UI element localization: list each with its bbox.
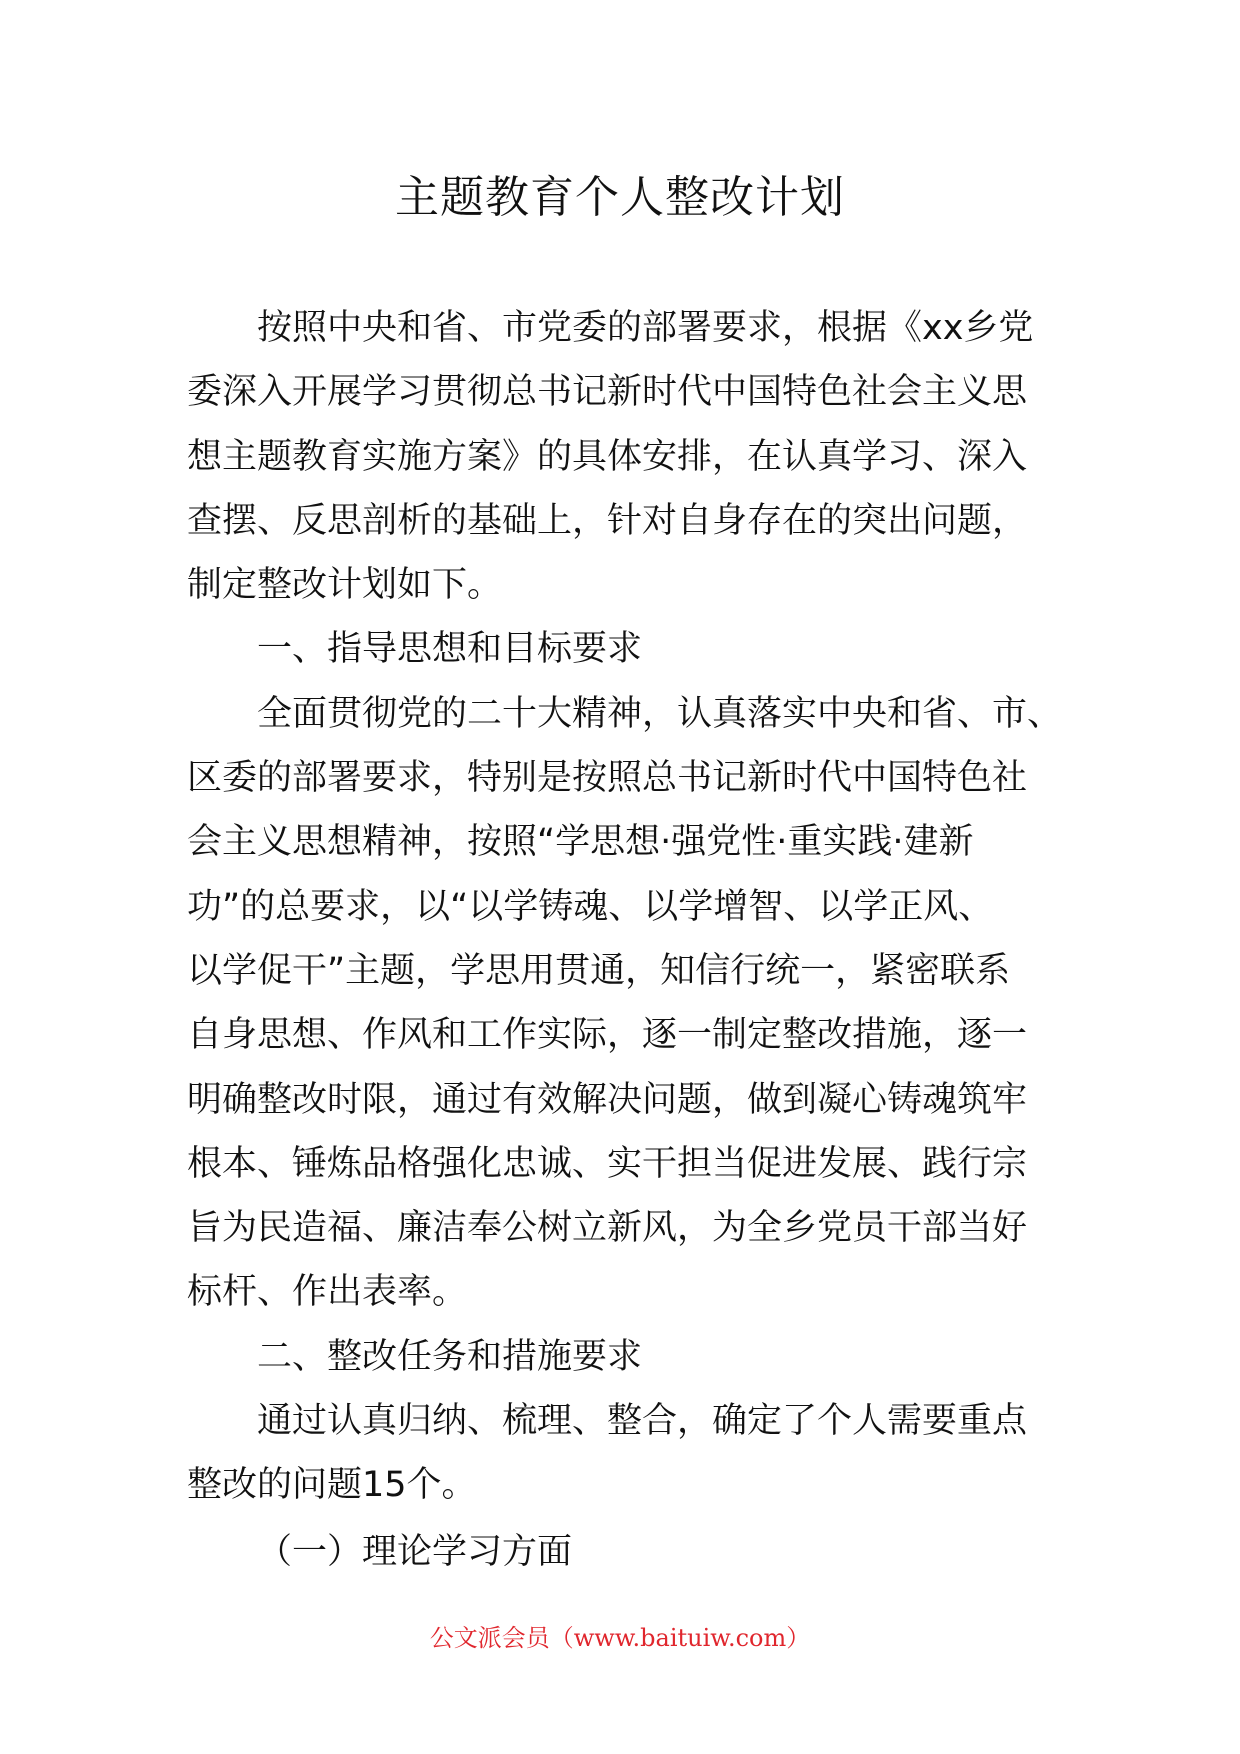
paragraph-intro — [187, 296, 1055, 617]
section-heading-2: 二、整改任务和措施要求 — [257, 1336, 643, 1377]
text-line: 通过认真归纳、梳理、整合，确定了个人需要重点 — [257, 1401, 1028, 1442]
footer-watermark: 公文派会员（www.baituiw.com） — [429, 1624, 811, 1652]
paragraph-guiding-thought — [187, 682, 1063, 1325]
text-line: 自身思想、作风和工作实际，逐一制定整改措施，逐一 — [187, 1015, 1028, 1056]
text-line: 制定整改计划如下。 — [187, 565, 503, 606]
text-line: 全面贯彻党的二十大精神，认真落实中央和省、市、 — [257, 693, 1063, 734]
text-line: 区委的部署要求，特别是按照总书记新时代中国特色社 — [187, 758, 1028, 799]
text-line: 功”的总要求，以“以学铸魂、以学增智、以学正风、 — [187, 886, 994, 927]
text-line: 根本、锤炼品格强化忠诚、实干担当促进发展、践行宗 — [187, 1143, 1028, 1184]
text-line: 旨为民造福、廉洁奉公树立新风，为全乡党员干部当好 — [187, 1208, 1028, 1249]
text-line: 想主题教育实施方案》的具体安排，在认真学习、深入 — [187, 436, 1028, 477]
paragraph-tasks — [187, 1389, 1055, 1518]
document-body — [187, 296, 1063, 1586]
text-line: 标杆、作出表率。 — [187, 1272, 468, 1313]
subsection-heading-1: （一）理论学习方面 — [257, 1531, 573, 1572]
text-line: 按照中央和省、市党委的部署要求，根据《xx乡党 — [257, 308, 1034, 348]
text-line: 查摆、反思剖析的基础上，针对自身存在的突出问题， — [187, 500, 1028, 541]
text-line: 明确整改时限，通过有效解决问题，做到凝心铸魂筑牢 — [187, 1079, 1028, 1120]
text-line: 整改的问题15个。 — [187, 1465, 477, 1506]
text-line: 委深入开展学习贯彻总书记新时代中国特色社会主义思 — [187, 372, 1028, 413]
section-heading-1: 一、指导思想和目标要求 — [257, 629, 643, 670]
document-title: 主题教育个人整改计划 — [395, 172, 845, 223]
text-line: 会主义思想精神，按照“学思想·强党性·重实践·建新 — [187, 822, 974, 863]
text-line: 以学促干”主题，学思用贯通，知信行统一，紧密联系 — [187, 950, 1011, 991]
